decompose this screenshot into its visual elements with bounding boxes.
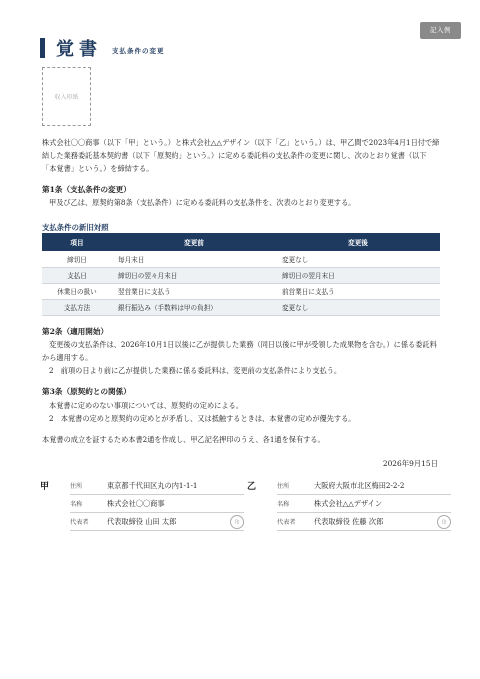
cell-before: 締切日の翌々月末日 <box>112 267 276 283</box>
table-row <box>42 267 440 283</box>
intro-paragraph: 株式会社〇〇商事（以下「甲」という。）と株式会社△△デザイン（以下「乙」という。）は、甲乙間で2023年4月1日付で締結した業務委託基本契約書（以下「原契約」という。）に定める委託料の支払条件の変更に関し、次のとおり覚書（以下「本覚書」という。）を締結する。 <box>42 138 440 173</box>
table-row <box>42 299 440 315</box>
article3-heading: 第3条（原契約との関係） <box>42 387 131 396</box>
article3-body: 本覚書に定めのない事項については、原契約の定めによる。 <box>49 401 243 410</box>
table-title: 支払条件の新旧対照 <box>42 223 109 232</box>
party-b-block <box>277 477 451 531</box>
page-header <box>40 38 165 58</box>
page-title: 覚書 <box>56 39 102 60</box>
table-row <box>42 251 440 267</box>
name-label: 名称 <box>277 501 290 508</box>
article1-body: 甲及び乙は、原契約第8条（支払条件）に定める委託料の支払条件を、次表のとおり変更する。 <box>49 198 356 207</box>
party-b-address-row <box>277 477 451 495</box>
comparison-table <box>42 233 440 316</box>
cell-item: 休業日の扱い <box>42 283 112 299</box>
article2-body: 変更後の支払条件は、2026年10月1日以後に乙が提供した業務（同日以後に甲が受領した成果物を含む。）に係る委託料から適用する。 <box>42 340 437 362</box>
party-b-name: 株式会社△△デザイン <box>314 498 383 508</box>
sample-badge: 記入例 <box>420 22 461 39</box>
table-row <box>42 283 440 299</box>
cell-before: 翌営業日に支払う <box>112 283 276 299</box>
article2-item2: 2 前項の日より前に乙が提供した業務に係る委託料は、変更前の支払条件により支払う。 <box>49 366 342 375</box>
cell-after: 締切日の翌月末日 <box>276 267 440 283</box>
party-b-seal: 印 <box>437 515 451 529</box>
party-a-mark: 甲 <box>40 482 50 492</box>
party-a-rep-row <box>70 513 244 531</box>
party-a-address-row <box>70 477 244 495</box>
cell-item: 支払方法 <box>42 299 112 315</box>
cell-after: 変更なし <box>276 251 440 267</box>
cell-before: 銀行振込み（手数料は甲の負担） <box>112 299 276 315</box>
party-b-name-row <box>277 495 451 513</box>
article3-item2: 2 本覚書の定めと原契約の定めとが矛盾し、又は抵触するときは、本覚書の定めが優先する。 <box>49 414 356 423</box>
cell-before: 毎月末日 <box>112 251 276 267</box>
signing-date: 2026年9月15日 <box>382 459 438 468</box>
cell-item: 支払日 <box>42 267 112 283</box>
party-a-name-row <box>70 495 244 513</box>
party-a-seal: 印 <box>230 515 244 529</box>
name-label: 名称 <box>70 501 83 508</box>
rep-label: 代表者 <box>277 519 296 526</box>
article1-heading: 第1条（支払条件の変更） <box>42 185 131 194</box>
address-label: 住所 <box>277 483 290 490</box>
cell-item: 締切日 <box>42 251 112 267</box>
header-before: 変更前 <box>112 233 276 251</box>
page-subtitle: 支払条件の変更 <box>112 47 165 55</box>
party-a-rep: 代表取締役 山田 太郎 <box>107 516 177 526</box>
party-a-block <box>70 477 244 531</box>
title-accent-bar <box>40 38 45 58</box>
closing-statement: 本覚書の成立を証するため本書2通を作成し、甲乙記名押印のうえ、各1通を保有する。 <box>42 435 325 444</box>
header-item: 項目 <box>42 233 112 251</box>
party-b-mark: 乙 <box>247 482 257 492</box>
address-label: 住所 <box>70 483 83 490</box>
party-a-name: 株式会社〇〇商事 <box>107 498 165 508</box>
party-b-rep: 代表取締役 佐藤 次郎 <box>314 516 384 526</box>
party-b-address: 大阪府大阪市北区梅田2-2-2 <box>314 480 405 490</box>
cell-after: 前営業日に支払う <box>276 283 440 299</box>
party-a-address: 東京都千代田区丸の内1-1-1 <box>107 480 198 490</box>
table-header-row <box>42 233 440 251</box>
revenue-stamp-label: 収入印紙 <box>54 94 79 101</box>
rep-label: 代表者 <box>70 519 89 526</box>
header-after: 変更後 <box>276 233 440 251</box>
revenue-stamp-box <box>42 67 91 126</box>
cell-after: 変更なし <box>276 299 440 315</box>
party-b-rep-row <box>277 513 451 531</box>
article2-heading: 第2条（適用開始） <box>42 327 109 336</box>
